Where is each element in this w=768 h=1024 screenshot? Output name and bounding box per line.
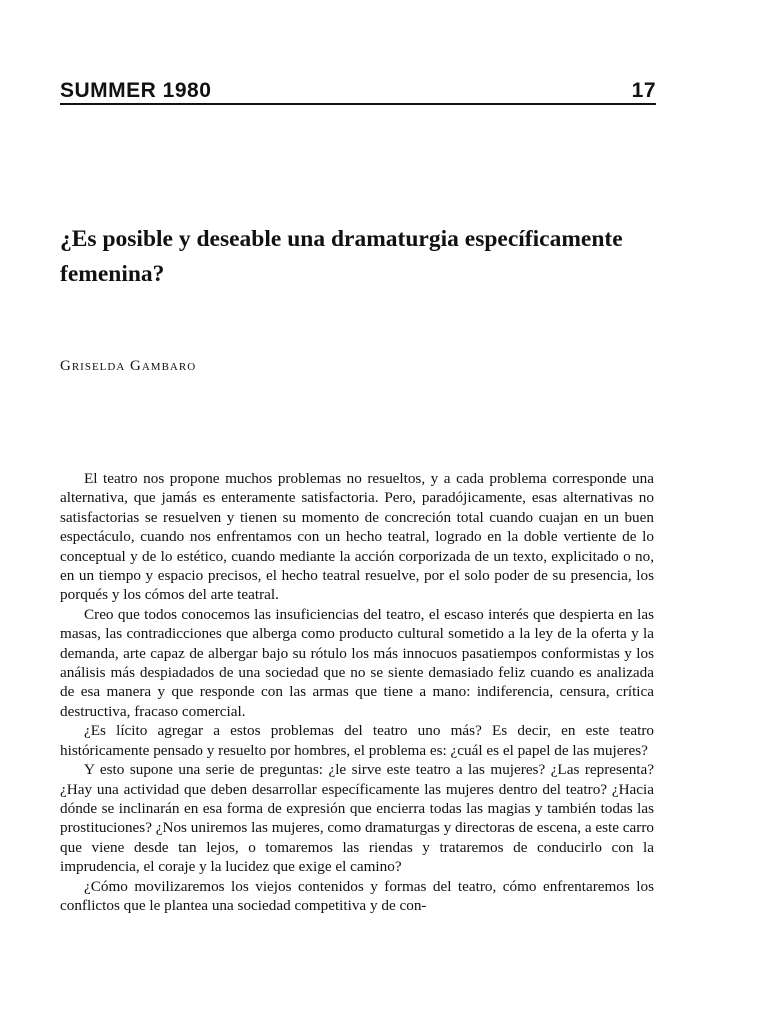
paragraph: El teatro nos propone muchos problemas no resueltos, y a cada problema corresponde una alternativa, que jamás es enteramente satisfactoria. Pero, paradójicamente, esas alternativas no satisfactorias se resuelven y tienen su momento de concreción total cuando cuajan en un buen espectáculo, cuando nos enfrentamos con un hecho teatral, logrado en la doble vertiente de lo conceptual y de lo estético, cuando mediante la acción corporizada de un texto, explicitado o no, en un tiempo y espacio precisos, el hecho teatral resuelve, por el solo poder de su presencia, los porqués y los cómos del arte teatral.: [60, 470, 654, 604]
article-body: [60, 469, 654, 915]
paragraph: Y esto supone una serie de preguntas: ¿le sirve este teatro a las mujeres? ¿Las representa? ¿Hay una actividad que deben desarrollar específicamente las mujeres dentro del teatro? ¿Hacia dónde se inclinarán en esa forma de expresión que encierra todas las magias y también todas las prostituciones? ¿Nos uniremos las mujeres, como dramaturgas y directoras de escena, a este carro que viene desde tan lejos, o tomaremos las riendas y trataremos de conducirlo con la imprudencia, el coraje y la lucidez que exige el camino?: [60, 761, 654, 876]
page-number: 17: [631, 79, 656, 102]
header-issue-date: SUMMER 1980: [60, 79, 212, 102]
article-author: Griselda Gambaro: [60, 358, 197, 374]
article-title: ¿Es posible y deseable una dramaturgia específicamente femenina?: [60, 226, 623, 287]
paragraph: Creo que todos conocemos las insuficiencias del teatro, el escaso interés que despierta en las masas, las contradicciones que alberga como producto cultural sometido a la ley de la oferta y la demanda, arte capaz de albergar bajo su rótulo los más innocuos pasatiempos conformistas y los análisis más despiadados de una sociedad que no se siente demasiado feliz cuando es analizada de esa manera y que responde con las armas que tiene a mano: indiferencia, censura, crítica destructiva, fracaso comercial.: [60, 605, 654, 720]
running-header: [60, 80, 656, 105]
paragraph: ¿Es lícito agregar a estos problemas del teatro uno más? Es decir, en este teatro históricamente pensado y resuelto por hombres, el problema es: ¿cuál es el papel de las mujeres?: [60, 722, 654, 759]
paragraph: ¿Cómo movilizaremos los viejos contenidos y formas del teatro, cómo enfrentaremos los conflictos que le plantea una sociedad competitiva y de con-: [60, 877, 654, 914]
